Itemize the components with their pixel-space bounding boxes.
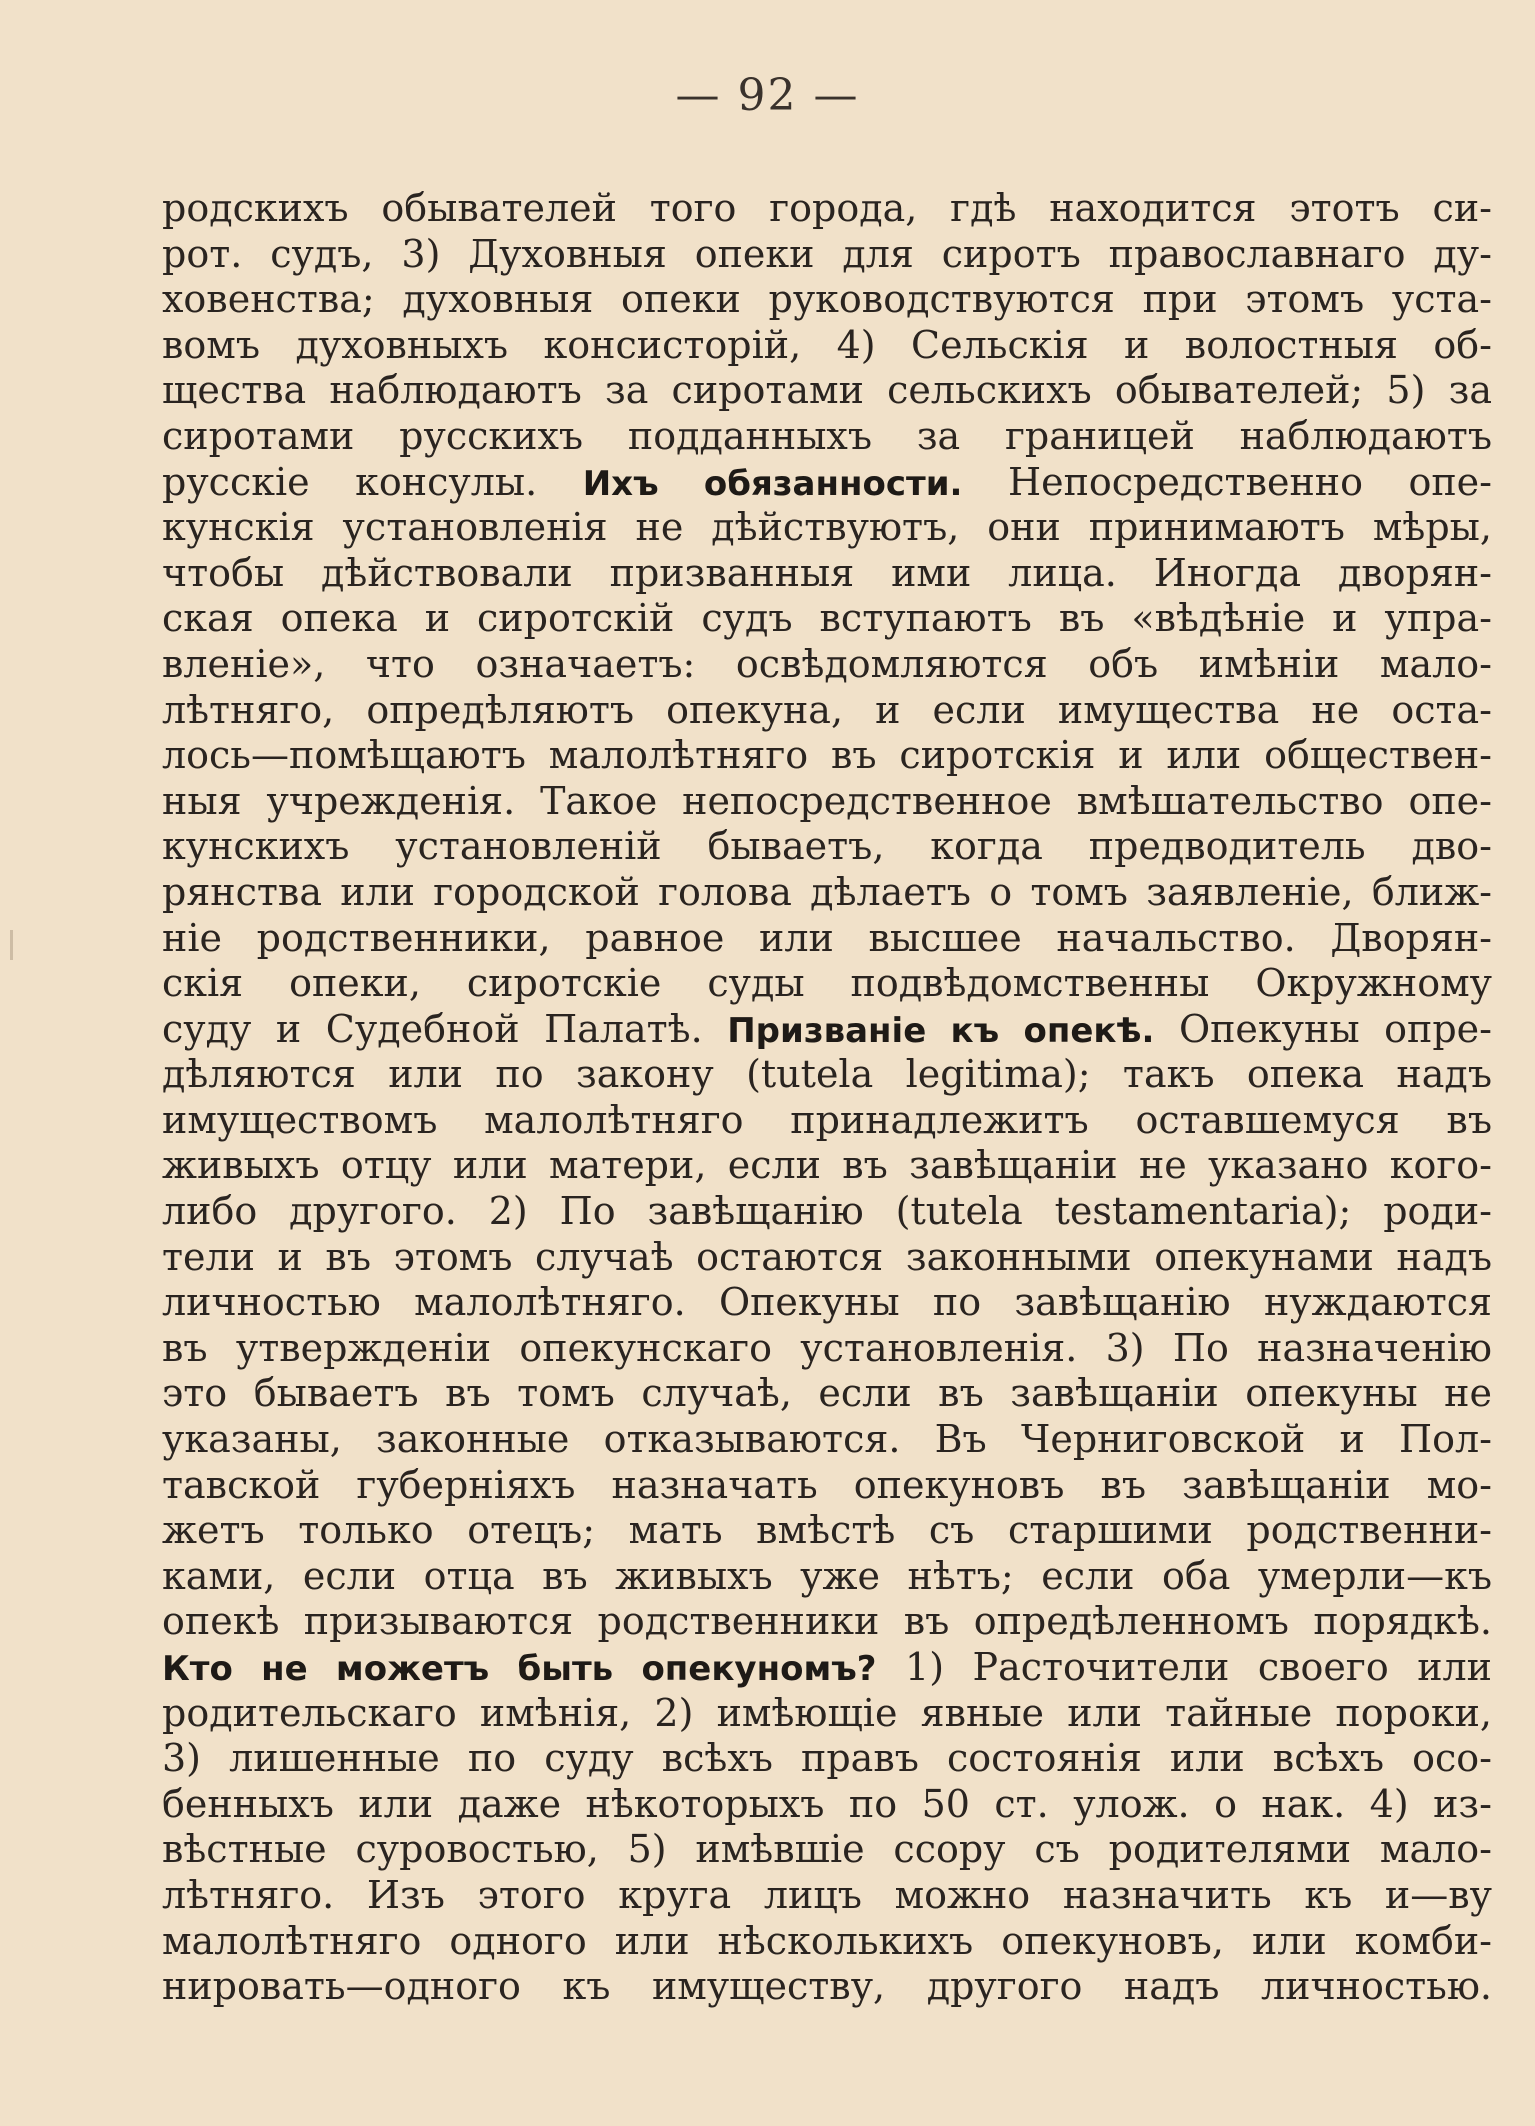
text-segment: опекѣ призываются родственники въ опредѣленномъ порядкѣ. bbox=[162, 1599, 1492, 1644]
text-line bbox=[162, 1417, 1492, 1463]
text-segment: малолѣтняго одного или нѣсколькихъ опекуновъ, или комби- bbox=[162, 1918, 1492, 1963]
text-segment: 1) Расточители своего или bbox=[876, 1645, 1492, 1689]
text-line bbox=[162, 1919, 1492, 1965]
text-segment: въ утвержденіи опекунскаго установленія. 3) По назначенію bbox=[162, 1325, 1492, 1370]
text-line bbox=[162, 642, 1492, 688]
text-line bbox=[162, 1599, 1492, 1645]
text-segment: вомъ духовныхъ консисторій, 4) Сельскія и волостныя об- bbox=[162, 322, 1492, 367]
text-segment: чтобы дѣйствовали призванныя ими лица. Иногда дворян- bbox=[162, 550, 1492, 595]
text-segment: сиротами русскихъ подданныхъ за границей наблюдаютъ bbox=[162, 413, 1492, 458]
text-segment: рянства или городской голова дѣлаетъ о томъ заявленіе, ближ- bbox=[162, 869, 1492, 914]
text-segment: русскіе консулы. bbox=[162, 459, 583, 504]
text-line bbox=[162, 1007, 1492, 1053]
text-segment: указаны, законные отказываются. Въ Черниговской и Пол- bbox=[162, 1417, 1492, 1462]
text-line bbox=[162, 779, 1492, 825]
section-heading: Призваніе къ опекѣ. bbox=[727, 1010, 1155, 1051]
text-line bbox=[162, 1098, 1492, 1144]
text-segment: ховенства; духовныя опеки руководствуются при этомъ уста- bbox=[162, 277, 1492, 322]
text-segment: имуществомъ малолѣтняго принадлежитъ оставшемуся въ bbox=[162, 1097, 1492, 1142]
text-segment: скія опеки, сиротскіе суды подвѣдомственны Окружному bbox=[162, 961, 1492, 1006]
text-segment: это бываетъ въ томъ случаѣ, если въ завѣщаніи опекуны не bbox=[162, 1371, 1492, 1416]
text-line bbox=[162, 1554, 1492, 1600]
text-line bbox=[162, 1463, 1492, 1509]
text-line bbox=[162, 1827, 1492, 1873]
text-line bbox=[162, 1736, 1492, 1782]
text-line bbox=[162, 1508, 1492, 1554]
text-segment: вѣстные суровостью, 5) имѣвшіе ссору съ родителями мало- bbox=[162, 1827, 1492, 1872]
text-segment: либо другого. 2) По завѣщанію (tutela testamentaria); роди- bbox=[162, 1189, 1492, 1234]
text-line bbox=[162, 1873, 1492, 1919]
text-line bbox=[162, 460, 1492, 506]
text-segment: бенныхъ или даже нѣкоторыхъ по 50 ст. улож. о нак. 4) из- bbox=[162, 1781, 1492, 1826]
text-line bbox=[162, 1691, 1492, 1737]
text-segment: щества наблюдаютъ за сиротами сельскихъ обывателей; 5) за bbox=[162, 368, 1492, 413]
text-segment: Непосредственно опе- bbox=[962, 459, 1492, 504]
text-line bbox=[162, 596, 1492, 642]
text-segment: суду и Судебной Палатѣ. bbox=[162, 1006, 728, 1051]
text-line bbox=[162, 1645, 1492, 1691]
text-segment: ніе родственники, равное или высшее начальство. Дворян- bbox=[162, 915, 1492, 960]
text-segment: родскихъ обывателей того города, гдѣ находится этотъ си- bbox=[162, 186, 1492, 230]
text-line bbox=[162, 1782, 1492, 1828]
text-segment: тавской губерніяхъ назначать опекуновъ въ завѣщаніи мо- bbox=[162, 1462, 1492, 1507]
text-segment: вленіе», что означаетъ: освѣдомляются объ имѣніи мало- bbox=[162, 641, 1492, 686]
text-line bbox=[162, 368, 1492, 414]
text-line bbox=[162, 1052, 1492, 1098]
text-segment: тели и въ этомъ случаѣ остаются законными опекунами надъ bbox=[162, 1234, 1492, 1279]
text-segment: живыхъ отцу или матери, если въ завѣщаніи не указано кого- bbox=[162, 1143, 1492, 1188]
text-line bbox=[162, 186, 1492, 232]
body-text bbox=[162, 186, 1492, 2010]
text-line bbox=[162, 1280, 1492, 1326]
text-line bbox=[162, 323, 1492, 369]
text-segment: лѣтняго, опредѣляютъ опекуна, и если имущества не оста- bbox=[162, 687, 1492, 732]
text-segment: рот. судъ, 3) Духовныя опеки для сиротъ православнаго ду- bbox=[162, 231, 1492, 276]
text-segment: ками, если отца въ живыхъ уже нѣтъ; если оба умерли—къ bbox=[162, 1553, 1492, 1598]
text-line bbox=[162, 961, 1492, 1007]
text-segment: ныя учрежденія. Такое непосредственное вмѣшательство опе- bbox=[162, 778, 1492, 823]
text-line bbox=[162, 733, 1492, 779]
text-segment: лѣтняго. Изъ этого круга лицъ можно назначить къ и—ву bbox=[162, 1872, 1492, 1917]
text-segment: нировать—одного къ имуществу, другого надъ личностью. bbox=[162, 1964, 1492, 2009]
text-line bbox=[162, 1326, 1492, 1372]
text-line bbox=[162, 277, 1492, 323]
text-segment: Опекуны опре- bbox=[1154, 1006, 1492, 1051]
section-heading: Ихъ обязанности. bbox=[582, 463, 963, 504]
text-line bbox=[162, 824, 1492, 870]
text-line bbox=[162, 1235, 1492, 1281]
text-segment: ская опека и сиротскій судъ вступаютъ въ «вѣдѣніе и упра- bbox=[162, 596, 1492, 641]
text-line bbox=[162, 232, 1492, 278]
text-segment: кунскія установленія не дѣйствуютъ, они принимаютъ мѣры, bbox=[162, 505, 1492, 550]
text-line bbox=[162, 1964, 1492, 2010]
text-line bbox=[162, 870, 1492, 916]
text-line bbox=[162, 1371, 1492, 1417]
paper-mark bbox=[10, 930, 13, 960]
section-heading: Кто не можетъ быть опекуномъ? bbox=[162, 1649, 877, 1689]
text-segment: кунскихъ установленій бываетъ, когда предводитель дво- bbox=[162, 824, 1492, 869]
text-line bbox=[162, 505, 1492, 551]
text-segment: родительскаго имѣнія, 2) имѣющіе явные или тайные пороки, bbox=[162, 1690, 1492, 1735]
text-segment: дѣляются или по закону (tutela legitima); такъ опека надъ bbox=[162, 1052, 1492, 1097]
text-segment: жетъ только отецъ; мать вмѣстѣ съ старшими родственни- bbox=[162, 1508, 1492, 1553]
text-line bbox=[162, 414, 1492, 460]
text-line bbox=[162, 551, 1492, 597]
text-line bbox=[162, 1189, 1492, 1235]
page-number: — 92 — bbox=[675, 70, 860, 121]
text-segment: личностью малолѣтняго. Опекуны по завѣщанію нуждаются bbox=[162, 1280, 1492, 1325]
text-line bbox=[162, 916, 1492, 962]
text-segment: лось—помѣщаютъ малолѣтняго въ сиротскія и или обществен- bbox=[162, 733, 1492, 778]
text-line bbox=[162, 688, 1492, 734]
text-line bbox=[162, 1143, 1492, 1189]
text-segment: 3) лишенные по суду всѣхъ правъ состоянія или всѣхъ осо- bbox=[162, 1736, 1492, 1781]
